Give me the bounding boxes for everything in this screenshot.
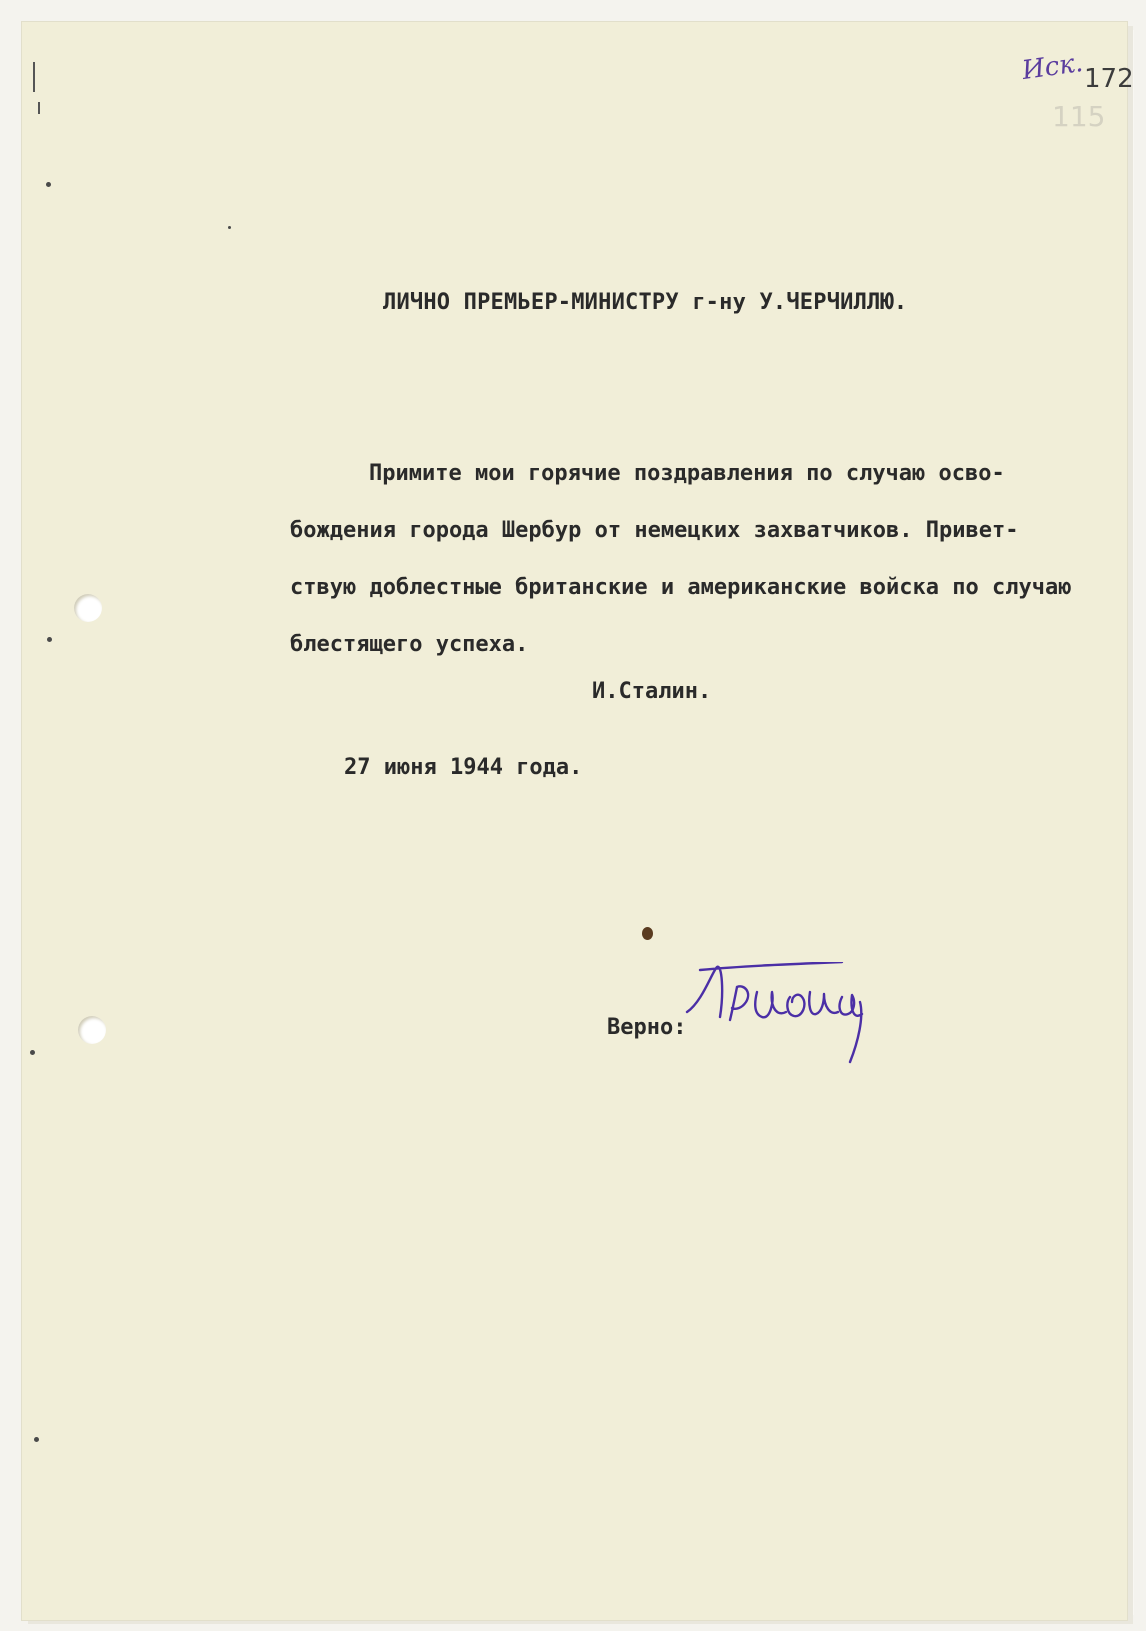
- body-line-3: ствую доблестные британские и американские войска по случаю: [290, 575, 1072, 600]
- body-line-4: блестящего успеха.: [290, 632, 529, 657]
- signatory-name: И.Сталин.: [592, 679, 712, 704]
- handwritten-signature: [682, 962, 882, 1072]
- punch-hole-bottom: [78, 1016, 106, 1044]
- margin-mark: [33, 62, 35, 92]
- document-page: [22, 22, 1134, 1620]
- margin-speck: [47, 637, 52, 642]
- margin-speck: [34, 1437, 39, 1442]
- archive-stamp: Иск.: [1020, 47, 1085, 87]
- ink-stain: [642, 927, 653, 940]
- archive-page-number: 172: [1084, 64, 1134, 94]
- paper-speck: [228, 226, 231, 229]
- margin-speck: [30, 1050, 35, 1055]
- body-line-2: бождения города Шербур от немецких захватчиков. Привет-: [290, 518, 1019, 543]
- page-edge: [1127, 30, 1134, 1615]
- margin-mark: [38, 102, 40, 114]
- margin-speck: [46, 182, 51, 187]
- addressee-heading: ЛИЧНО ПРЕМЬЕР-МИНИСТРУ г-ну У.ЧЕРЧИЛЛЮ.: [383, 290, 908, 315]
- body-line-1: Примите мои горячие поздравления по случаю осво-: [369, 461, 1005, 486]
- archive-faded-number: 115: [1052, 100, 1106, 133]
- letter-date: 27 июня 1944 года.: [344, 755, 583, 780]
- punch-hole-top: [74, 594, 102, 622]
- certification-label: Верно:: [607, 1015, 687, 1040]
